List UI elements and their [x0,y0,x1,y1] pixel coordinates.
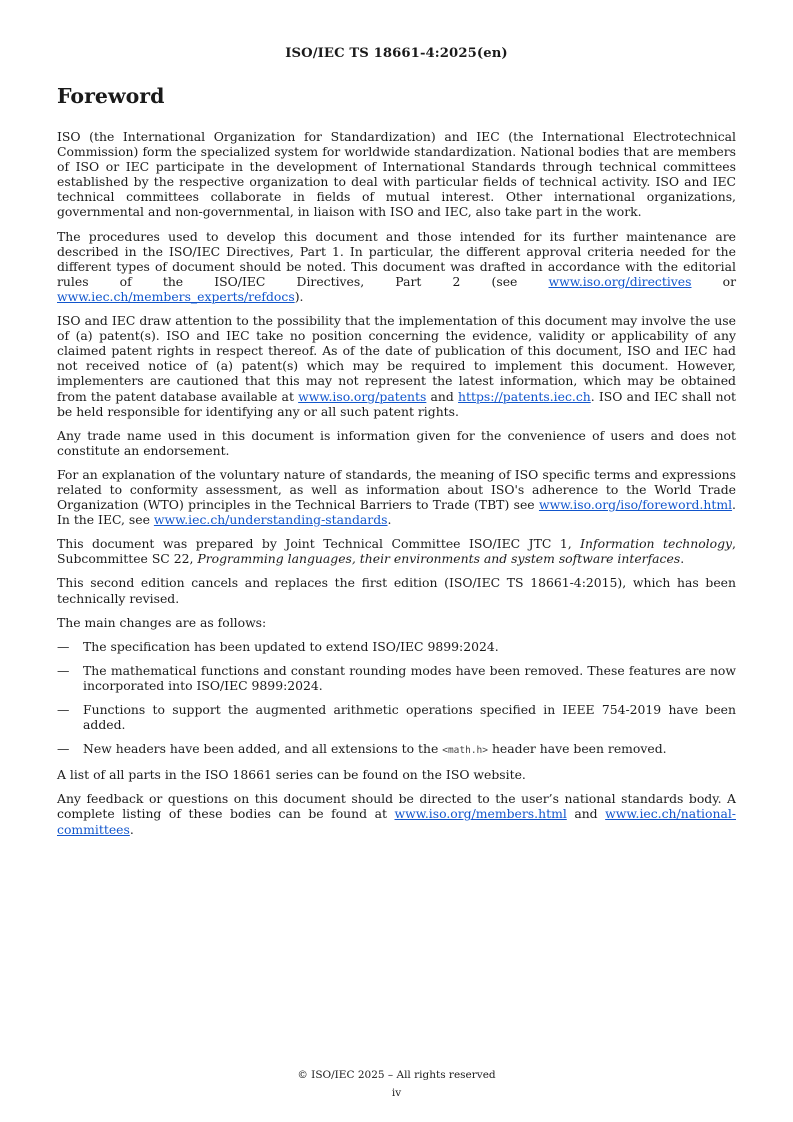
changes-list [57,639,736,759]
paragraph-main-changes-intro: The main changes are as follows: [57,614,267,630]
dash-bullet: — [57,638,70,654]
link-iso-members[interactable]: www.iso.org/members.html [394,806,567,822]
list-item [57,663,736,693]
copyright-notice: © ISO/IEC 2025 – All rights reserved [297,1069,496,1081]
list-item-text: header have been removed. [488,741,667,757]
foreword-body [57,129,736,846]
list-item-text: New headers have been added, and all extensions to the [83,741,443,757]
paragraph-patents [57,313,736,419]
page-footer [0,1066,793,1102]
link-iso-directives[interactable]: www.iso.org/directives [548,273,692,289]
page-number: iv [391,1087,402,1099]
link-iso-patents[interactable]: www.iso.org/patents [298,388,427,404]
text: . [387,512,392,528]
text: ). [294,288,304,304]
text: . ISO and IEC shall not be held responsible for identifying any or all such patent rights. [57,388,736,419]
link-iso-foreword[interactable]: www.iso.org/iso/foreword.html [538,497,733,513]
paragraph-voluntary-nature [57,467,736,527]
list-item-text: The specification has been updated to extend ISO/IEC 9899:2024. [83,638,499,654]
text: The procedures used to develop this document and those intended for its further maintenance are described in the ISO/IEC Directives, Part 1. In particular, the different approval criteria needed for the different types of document should be noted. This document was drafted in accordance with the editorial rules of the ISO/IEC Directives, Part 2 (see [57,228,736,289]
list-item [57,639,736,654]
text: For an explanation of the voluntary nature of standards, the meaning of ISO specific terms and expressions related to conformity assessment, as well as information about ISO's adherence to the World Trade Organization (WTO) principles in the Technical Barriers to Trade (TBT) see [57,466,736,513]
link-iec-understanding-standards[interactable]: www.iec.ch/understanding-standards [153,512,388,528]
paragraph-edition: This second edition cancels and replaces the first edition (ISO/IEC TS 18661-4:2015), which has been technically revised. [57,575,736,606]
text: or [691,273,737,289]
text: This document was prepared by Joint Technical Committee ISO/IEC JTC 1, [57,536,581,552]
dash-bullet: — [57,741,70,757]
paragraph-series-list: A list of all parts in the ISO 18661 series can be found on the ISO website. [57,767,526,783]
subcommittee-name: Programming languages, their environments and system software interfaces [197,551,681,567]
list-item-text: The mathematical functions and constant rounding modes have been removed. These features are now incorporated into ISO/IEC 9899:2024. [83,662,736,693]
text: Any feedback or questions on this document should be directed to the user’s national standards body. A complete listing of these bodies can be found at [57,791,736,822]
paragraph-procedures [57,229,736,304]
list-item [57,702,736,732]
paragraph-trade-name: Any trade name used in this document is information given for the convenience of users and does not constitute an endorsement. [57,427,736,458]
text: . In the IEC, see [57,497,736,528]
text: . [129,821,134,837]
text: . [680,551,685,567]
committee-name: Information technology [580,536,733,552]
paragraph-organizations: ISO (the International Organization for Standardization) and IEC (the International Electrotechnical Commission) form the specialized system for worldwide standardization. National bodies that are members of ISO or IEC participate in the development of International Standards through technical committees established by the respective organization to deal with particular fields of technical activity. ISO and IEC technical committees collaborate in fields of mutual interest. Other international organizations, governmental and non-governmental, in liaison with ISO and IEC, also take part in the work. [57,129,736,220]
text: and [426,388,459,404]
list-item-text: Functions to support the augmented arithmetic operations specified in IEEE 754-2019 have been added. [83,702,736,733]
link-iec-patents[interactable]: https://patents.iec.ch [458,388,591,404]
document-header: ISO/IEC TS 18661-4:2025(en) [285,46,508,61]
paragraph-feedback [57,791,736,836]
paragraph-committee [57,536,736,566]
list-item [57,741,736,758]
page-title: Foreword [57,84,165,108]
text: , Subcommittee SC 22, [57,536,736,567]
math-header-code: <math.h> [442,745,488,757]
text: and [566,806,606,822]
link-iec-refdocs[interactable]: www.iec.ch/members_experts/refdocs [57,288,295,304]
dash-bullet: — [57,662,70,678]
text: ISO and IEC draw attention to the possibility that the implementation of this document may involve the use of (a) patent(s). ISO and IEC take no position concerning the evidence, validity or applicability of any claimed patent rights in respect thereof. As of the date of publication of this document, ISO and IEC had not received notice of (a) patent(s) which may be required to implement this document. However, implementers are cautioned that this may not represent the latest information, which may be obtained from the patent database available at [57,313,736,404]
dash-bullet: — [57,702,70,717]
link-iec-national-committees[interactable]: www.iec.ch/national-committees [57,806,736,837]
